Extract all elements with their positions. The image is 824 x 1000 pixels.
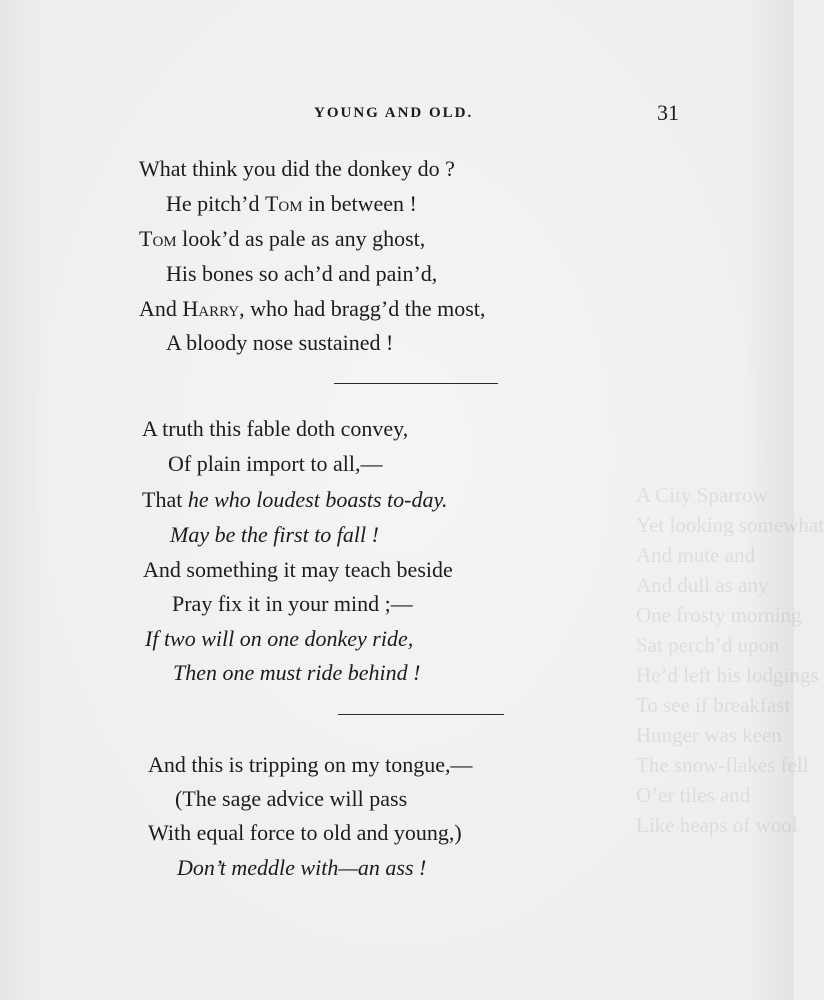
character-name: Tom: [139, 226, 177, 251]
page-number: 31: [657, 100, 679, 125]
character-name: Tom: [264, 191, 303, 216]
verse-line: What think you did the donkey do ?: [139, 156, 455, 181]
verse-line: [142, 487, 448, 513]
verse-line: [166, 191, 417, 217]
verse-text: That: [142, 487, 188, 512]
verse-line: Of plain import to all,—: [168, 451, 383, 476]
verse-line: A bloody nose sustained !: [166, 330, 394, 355]
verse-line: His bones so ach’d and pain’d,: [166, 261, 438, 286]
verse-text: look’d as pale as any ghost,: [176, 226, 426, 251]
verse-line: May be the first to fall !: [170, 522, 379, 547]
verse-line: Then one must ride behind !: [173, 660, 421, 685]
verse-text: , who had bragg’d the most,: [239, 296, 486, 321]
verse-text: in between !: [302, 191, 417, 216]
verse-line: Don’t meddle with—an ass !: [177, 855, 427, 880]
section-divider: [338, 714, 504, 715]
verse-line: A truth this fable doth convey,: [142, 416, 409, 441]
verse-line: Pray fix it in your mind ;—: [172, 591, 413, 616]
character-name: Harry: [182, 296, 240, 321]
verse-text: And: [139, 296, 183, 321]
verse-text-italic: he who loudest boasts to-day.: [187, 487, 448, 512]
verse-line: And this is tripping on my tongue,—: [148, 752, 473, 777]
verse-line: And something it may teach beside: [143, 557, 453, 582]
bleed-through-text: A City Sparrow Yet looking somewhat And mute and And dull as any One frosty morning Sat perch’d upon He’d left his lodgings To see if breakfast Hunger was keen The snow-flakes fell O’er tiles and Like heaps of wool: [636, 483, 824, 837]
section-divider: [334, 383, 498, 384]
verse-line: (The sage advice will pass: [175, 786, 408, 811]
verse-line: With equal force to old and young,): [148, 820, 462, 845]
verse-line: [139, 226, 425, 252]
verse-line: If two will on one donkey ride,: [145, 626, 414, 651]
verse-line: [139, 296, 485, 322]
running-header: YOUNG AND OLD.: [314, 105, 474, 121]
verse-text: He pitch’d: [166, 191, 265, 216]
